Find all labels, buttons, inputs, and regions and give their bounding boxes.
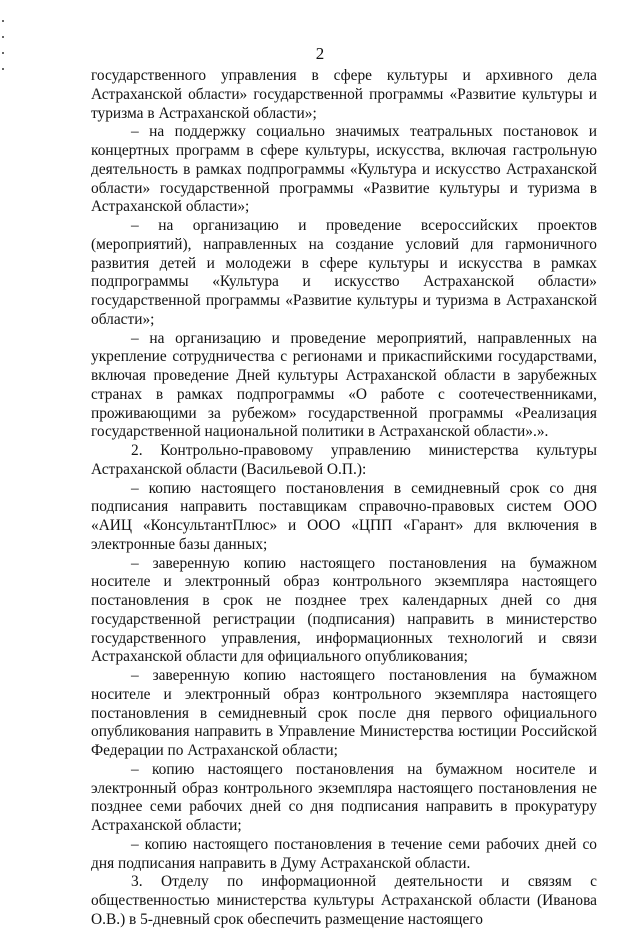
paragraph-duma: – копию настоящего постановления в течение семи рабочих дней со дня подписания направить в Думу Астраханской области. [91, 835, 597, 872]
paragraph-item-2: 2. Контрольно-правовому управлению министерства культуры Астраханской области (Васильевой О.П.): [91, 442, 597, 478]
paragraph-theatre-support: – на поддержку социально значимых театральных постановок и концертных программ в сфере культуры, искусства, включая гастрольную деятельность в рамках подпрограммы «Культура и искусство Астраханской области» государственной программы «Развитие культуры и туризма в Астраханской области»; [91, 123, 597, 216]
page-number: 2 [315, 44, 325, 63]
paragraph-official-publication: – заверенную копию настоящего постановления на бумажном носителе и электронный образ контрольного экземпляра настоящего постановления в срок не позднее трех календарных дней со дня государственной регистрации (подписания) направить в министерство государственного управления, информационных технологий и связи Астраханской области для официального опубликования; [91, 554, 597, 666]
paragraph-justice-ministry: – заверенную копию настоящего постановления на бумажном носителе и электронный образ контрольного экземпляра настоящего постановления в семидневный срок после дня первого официального опубликования направить в Управление Министерства юстиции Российской Федерации по Астраханской области; [91, 667, 597, 759]
scan-margin-marks [2, 20, 5, 130]
paragraph-prosecutor: – копию настоящего постановления на бумажном носителе и электронный образ контрольного экземпляра настоящего постановления не позднее семи рабочих дней со дня подписания направить в прокуратуру Астраханской области; [91, 760, 597, 834]
paragraph-all-russian-projects: – на организацию и проведение всероссийских проектов (мероприятий), направленных на создание условий для гармоничного развития детей и молодежи в сфере культуры и искусства в рамках подпрограммы «Культура и искусство Астраханской области» государственной программы «Развитие культуры и туризма в Астраханской области»; [91, 217, 597, 328]
document-body [91, 67, 597, 930]
paragraph-legal-systems: – копию настоящего постановления в семидневный срок со дня подписания направить поставщикам справочно-правовых систем ООО «АИЦ «КонсультантПлюс» и ООО «ЦПП «Гарант» для включения в электронные базы данных; [91, 479, 597, 553]
paragraph-continuation: государственного управления в сфере культуры и архивного дела Астраханской области» государственной программы «Развитие культуры и туризма в Астраханской области»; [91, 67, 597, 122]
paragraph-item-3: 3. Отделу по информационной деятельности и связям с общественностью министерства культуры Астраханской области (Иванова О.В.) в 5-дневный срок обеспечить размещение настоящего [91, 873, 597, 928]
paragraph-caspian-cooperation: – на организацию и проведение мероприятий, направленных на укрепление сотрудничества с регионами и прикаспийскими государствами, включая проведение Дней культуры Астраханской области в зарубежных странах в рамках подпрограммы «О работе с соотечественниками, проживающими за рубежом» государственной программы «Реализация государственной национальной политики в Астраханской области».». [91, 329, 597, 441]
